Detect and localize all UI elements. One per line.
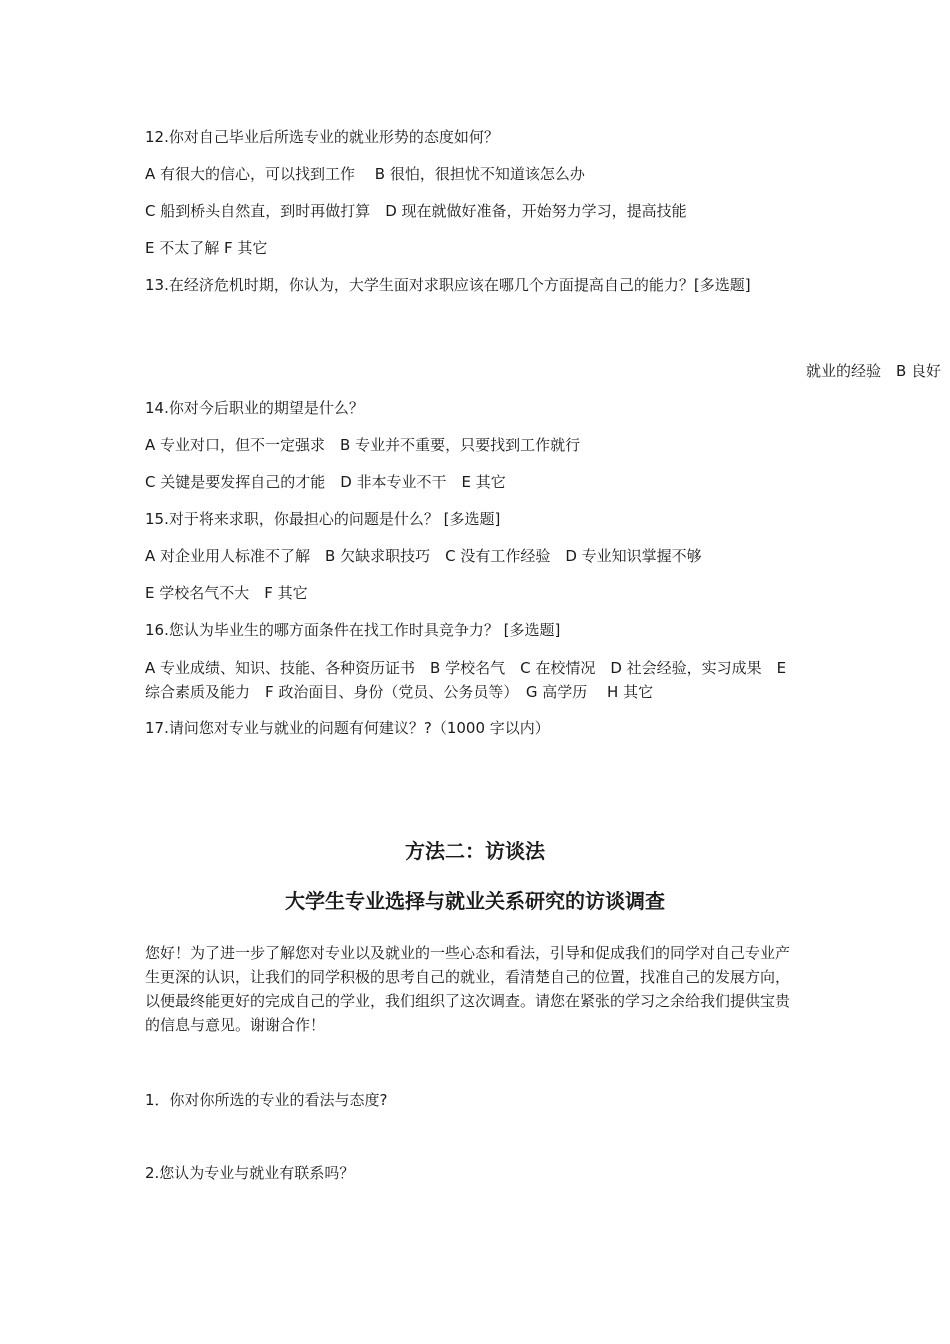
q15-options-line-1: A 对企业用人标准不了解 B 欠缺求职技巧 C 没有工作经验 D 专业知识掌握不够 (145, 547, 702, 565)
survey-title: 大学生专业选择与就业关系研究的访谈调查 (285, 889, 665, 913)
q14-options-line-2: C 关键是要发挥自己的才能 D 非本专业不干 E 其它 (145, 473, 506, 491)
q12-options-line-3: E 不太了解 F 其它 (145, 239, 268, 257)
method-title: 方法二：访谈法 (405, 839, 545, 863)
q17-question: 17.请问您对专业与就业的问题有何建议？?（1000 字以内） (145, 719, 550, 737)
q16-question: 16.您认为毕业生的哪方面条件在找工作时具竞争力？ [多选题] (145, 621, 561, 639)
q15-question: 15.对于将来求职，你最担心的问题是什么？ [多选题] (145, 510, 501, 528)
interview-question-1: 1．你对你所选的专业的看法与态度? (145, 1091, 388, 1109)
q13-question: 13.在经济危机时期，你认为，大学生面对求职应该在哪几个方面提高自己的能力？[多选题] (145, 276, 751, 294)
q12-options-line-1: A 有很大的信心，可以找到工作 B 很怕，很担忧不知道该怎么办 (145, 165, 585, 183)
q14-options-line-1: A 专业对口，但不一定强求 B 专业并不重要，只要找到工作就行 (145, 436, 581, 454)
q12-question: 12.你对自己毕业后所选专业的就业形势的态度如何？ (145, 128, 499, 146)
q14-question: 14.你对今后职业的期望是什么？ (145, 399, 364, 417)
q15-options-line-2: E 学校名气不大 F 其它 (145, 584, 308, 602)
q13-overflow-fragment: 就业的经验 B 良好 (806, 362, 942, 380)
interview-question-2: 2.您认为专业与就业有联系吗？ (145, 1164, 355, 1182)
q16-options: A 专业成绩、知识、技能、各种资历证书 B 学校名气 C 在校情况 D 社会经验，实习成果 E 综合素质及能力 F 政治面目、身份（党员、公务员等） G 高学历 H 其它 (145, 659, 787, 701)
survey-intro: 您好！为了进一步了解您对专业以及就业的一些心态和看法，引导和促成我们的同学对自己专业产生更深的认识，让我们的同学积极的思考自己的就业，看清楚自己的位置，找准自己的发展方向，以便最终能更好的完成自己的学业，我们组织了这次调查。请您在紧张的学习之余给我们提供宝贵的信息与意见。谢谢合作！ (145, 944, 791, 1034)
q12-options-line-2: C 船到桥头自然直，到时再做打算 D 现在就做好准备，开始努力学习，提高技能 (145, 202, 687, 220)
